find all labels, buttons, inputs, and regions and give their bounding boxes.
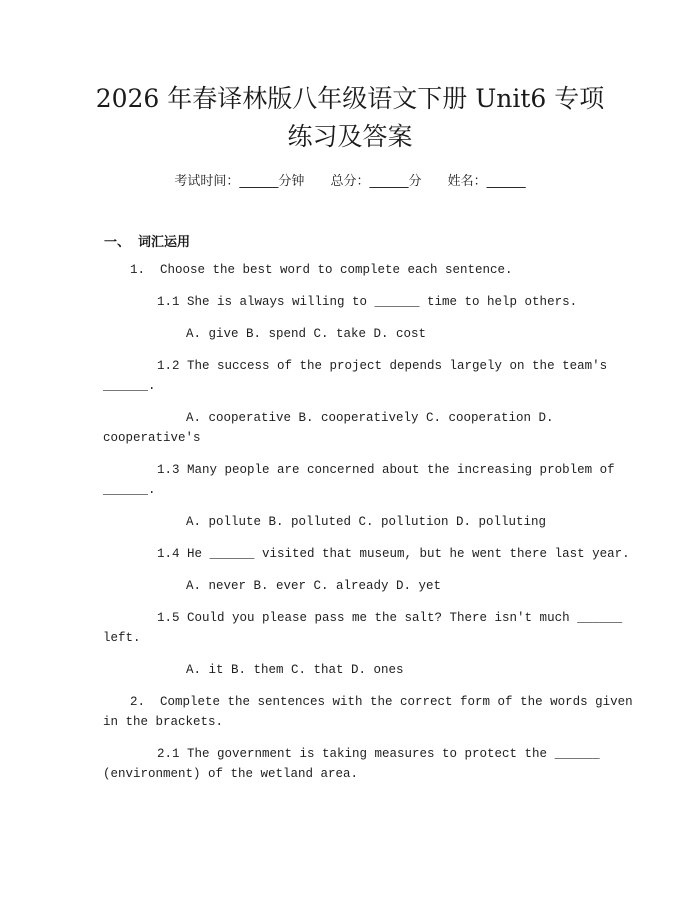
question-1-5-options: A. it B. them C. that D. ones: [186, 663, 404, 677]
question-1-stem: 1. Choose the best word to complete each sentence.: [130, 263, 513, 277]
document-title: [60, 80, 640, 156]
question-1-2-options-line-2: cooperative's: [103, 431, 201, 445]
question-2-1-line-2: (environment) of the wetland area.: [103, 767, 359, 781]
question-2-stem-line-2: in the brackets.: [103, 715, 224, 729]
section-number: 一、: [104, 235, 131, 250]
question-1-4-options: A. never B. ever C. already D. yet: [186, 579, 442, 593]
section-heading: [104, 231, 190, 250]
title-line-1: 2026 年春译林版八年级语文下册 Unit6 专项: [95, 84, 605, 113]
question-1-4: 1.4 He ______ visited that museum, but he went there last year.: [157, 547, 630, 561]
question-2-1-line-1: 2.1 The government is taking measures to protect the ______: [157, 747, 600, 761]
question-1-3-line-2: ______.: [103, 483, 156, 497]
name-field: 姓名：______: [447, 174, 526, 189]
question-1-5-line-1: 1.5 Could you please pass me the salt? There isn't much ______: [157, 611, 623, 625]
title-line-2: 练习及答案: [287, 122, 413, 151]
question-1-3-line-1: 1.3 Many people are concerned about the increasing problem of: [157, 463, 615, 477]
section-title: 词汇运用: [138, 235, 191, 250]
total-score-field: 总分：______分: [330, 174, 422, 189]
question-1-2-options-line-1: A. cooperative B. cooperatively C. cooperation D.: [186, 411, 554, 425]
question-1-1: 1.1 She is always willing to ______ time to help others.: [157, 295, 578, 309]
question-1-3-options: A. pollute B. polluted C. pollution D. polluting: [186, 515, 547, 529]
exam-info: [0, 170, 700, 189]
question-1-5-line-2: left.: [103, 631, 141, 645]
question-1-2-line-1: 1.2 The success of the project depends largely on the team's: [157, 359, 608, 373]
question-1-2-line-2: ______.: [103, 379, 156, 393]
exam-time-field: 考试时间：______分钟: [174, 174, 305, 189]
question-1-1-options: A. give B. spend C. take D. cost: [186, 327, 427, 341]
question-2-stem-line-1: 2. Complete the sentences with the correct form of the words given: [130, 695, 633, 709]
